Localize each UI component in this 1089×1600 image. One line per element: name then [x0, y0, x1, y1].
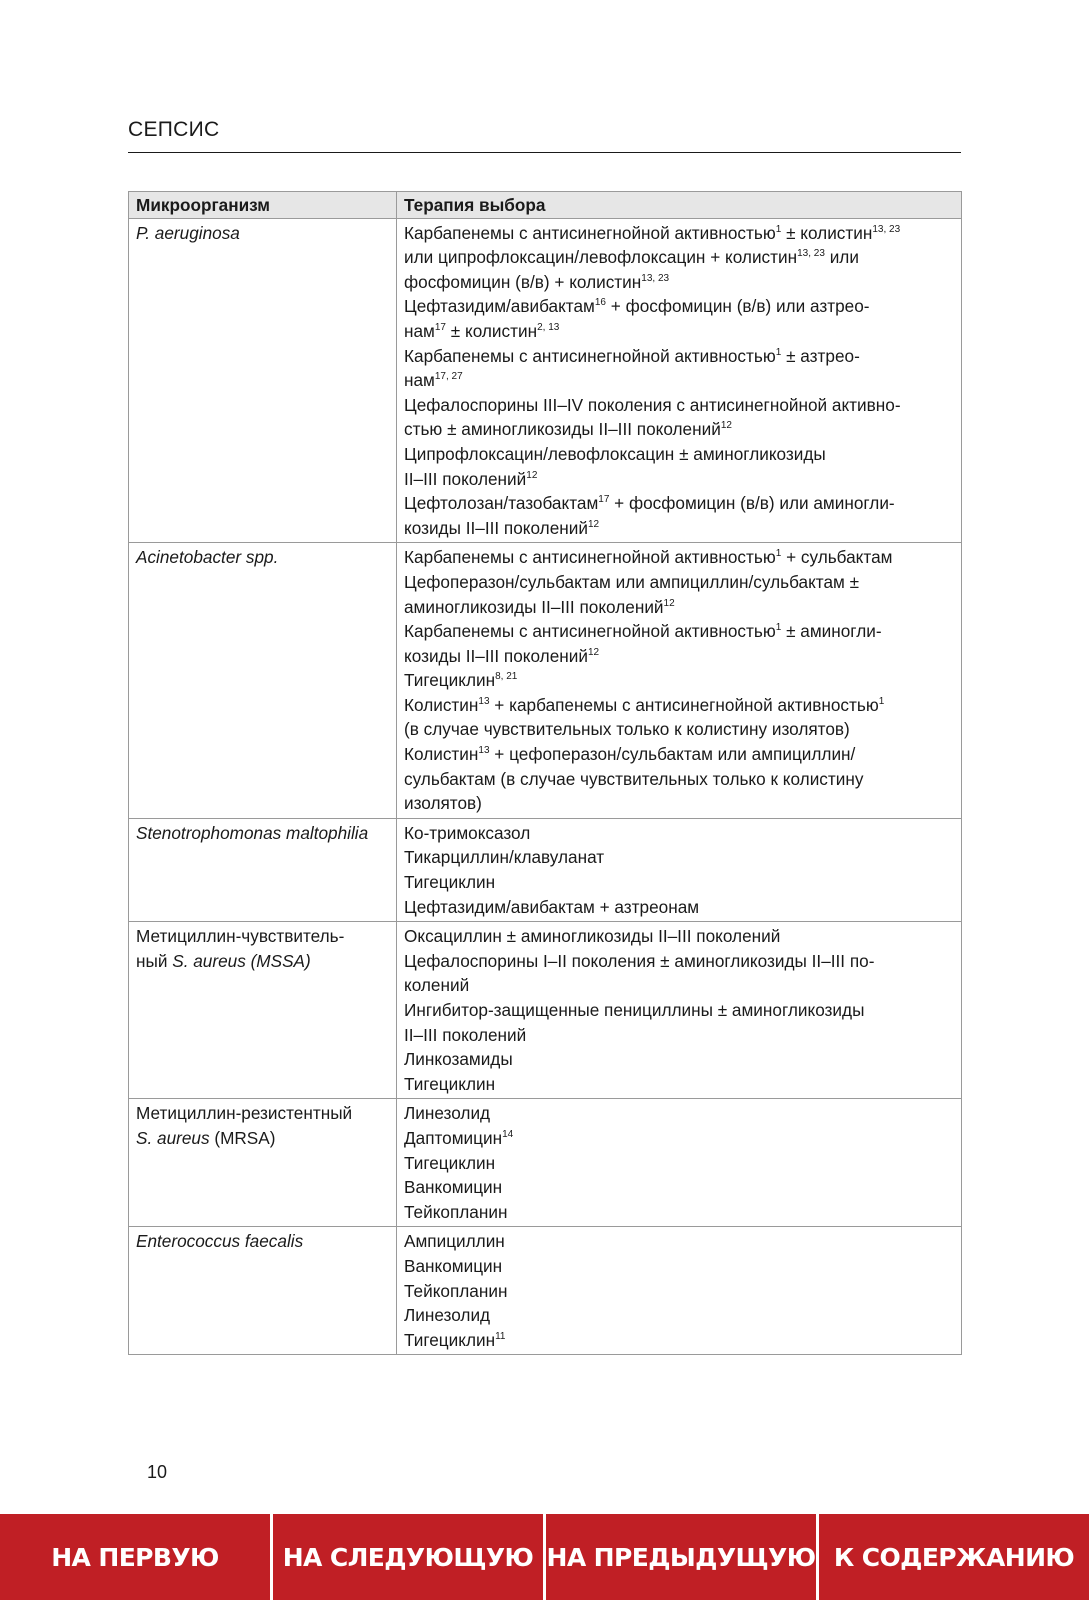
text-segment: или ципрофлоксацин/левофлоксацин + колистин: [404, 247, 798, 268]
footnote-ref: 13, 23: [797, 248, 825, 260]
text-segment: Оксациллин ± аминогликозиды II–III поколений: [404, 926, 781, 947]
table-row: [129, 922, 962, 1099]
therapy-line: [404, 491, 955, 516]
text-segment: Метициллин-резистентный: [136, 1103, 353, 1124]
therapy-cell: [397, 922, 962, 1099]
therapy-line: [404, 1047, 955, 1072]
therapy-line: [404, 998, 955, 1023]
text-segment: Цефалоспорины I–II поколения ± аминогликозиды II–III по-: [404, 950, 875, 971]
text-segment: аминогликозиды II–III поколений: [404, 596, 664, 617]
organism-cell: [129, 1099, 397, 1227]
therapy-line: [404, 619, 955, 644]
italic-text: Acinetobacter spp.: [136, 547, 279, 568]
therapy-line: [404, 895, 955, 920]
italic-text: Stenotrophomonas maltophilia: [136, 822, 369, 843]
text-segment: (в случае чувствительных только к колистину изолятов): [404, 719, 850, 740]
text-segment: Цефтазидим/авибактам + азтреонам: [404, 896, 700, 917]
therapy-line: [404, 417, 955, 442]
text-segment: Метициллин-чувствитель-: [136, 926, 345, 947]
therapy-line: [404, 442, 955, 467]
therapy-line: [404, 344, 955, 369]
text-segment: Тигециклин: [404, 872, 496, 893]
footnote-ref: 1: [775, 223, 782, 235]
organism-cell: [129, 1227, 397, 1355]
running-title: СЕПСИС: [128, 118, 220, 141]
text-segment: сульбактам (в случае чувствительных только к колистину: [404, 768, 864, 789]
footnote-ref: 17: [598, 494, 610, 506]
text-segment: Колистин: [404, 694, 479, 715]
text-segment: + карбапенемы с антисинегнойной активностью: [489, 694, 879, 715]
therapy-line: [404, 949, 955, 974]
column-header-therapy: Терапия выбора: [397, 192, 962, 219]
therapy-cell: [397, 543, 962, 819]
therapy-line: [404, 742, 955, 767]
therapy-line: [404, 245, 955, 270]
column-header-organism: Микроорганизм: [129, 192, 397, 219]
therapy-line: [404, 1200, 955, 1225]
therapy-line: [404, 821, 955, 846]
footnote-ref: 13: [478, 695, 490, 707]
text-segment: Линезолид: [404, 1103, 491, 1124]
text-segment: или: [824, 247, 859, 268]
text-segment: ± колистин: [781, 222, 873, 243]
table-body: [129, 218, 962, 1355]
navigation-bar: [0, 1514, 1089, 1600]
table-header-row: [129, 192, 962, 219]
text-segment: Цефоперазон/сульбактам или ампициллин/сульбактам ±: [404, 571, 860, 592]
therapy-line: [404, 1072, 955, 1097]
therapy-line: [404, 767, 955, 792]
page-number: 10: [147, 1462, 168, 1482]
text-segment: нам: [404, 320, 435, 341]
therapy-cell: [397, 218, 962, 543]
text-segment: Цефтолозан/тазобактам: [404, 493, 599, 514]
text-segment: Тигециклин: [404, 1073, 496, 1094]
footnote-ref: 17: [434, 321, 446, 333]
text-segment: + сульбактам: [781, 547, 893, 568]
text-segment: Тигециклин: [404, 670, 496, 691]
table-row: [129, 543, 962, 819]
therapy-line: [404, 1151, 955, 1176]
text-segment: козиды II–III поколений: [404, 645, 588, 666]
text-segment: Ципрофлоксацин/левофлоксацин ± аминогликозиды: [404, 443, 826, 464]
text-segment: Карбапенемы с антисинегнойной активностью: [404, 621, 776, 642]
text-segment: Тейкопланин: [404, 1280, 508, 1301]
footnote-ref: 1: [775, 548, 782, 560]
text-segment: Линкозамиды: [404, 1049, 513, 1070]
text-segment: ± колистин: [446, 320, 538, 341]
italic-text: P. aeruginosa: [136, 222, 240, 243]
therapy-line: [404, 467, 955, 492]
text-segment: ± аминогли-: [781, 621, 882, 642]
footnote-ref: 13, 23: [872, 223, 901, 235]
footnote-ref: 16: [594, 297, 606, 309]
therapy-line: [404, 1101, 955, 1126]
organism-cell: [129, 922, 397, 1099]
text-segment: Тигециклин: [404, 1329, 496, 1350]
footnote-ref: 12: [526, 469, 538, 481]
footnote-ref: 13, 23: [641, 272, 670, 284]
text-segment: Ампициллин: [404, 1231, 505, 1252]
text-segment: Тейкопланин: [404, 1201, 508, 1222]
text-segment: Карбапенемы с антисинегнойной активностью: [404, 547, 776, 568]
text-segment: + фосфомицин (в/в) или азтрео-: [605, 296, 870, 317]
text-segment: Ко-тримоксазол: [404, 822, 531, 843]
text-segment: Тикарциллин/клавуланат: [404, 847, 605, 868]
text-segment: + цефоперазон/сульбактам или ампициллин/: [489, 744, 856, 765]
footnote-ref: 8, 21: [495, 671, 518, 683]
text-segment: Колистин: [404, 744, 479, 765]
footnote-ref: 12: [587, 518, 600, 530]
nav-first-button[interactable]: НА ПЕРВУЮ: [0, 1514, 270, 1600]
therapy-line: [404, 693, 955, 718]
text-segment: ный: [136, 950, 173, 971]
therapy-line: [404, 1126, 955, 1151]
therapy-line: [404, 368, 955, 393]
text-segment: нам: [404, 370, 435, 391]
footnote-ref: 12: [587, 646, 600, 658]
therapy-line: [404, 595, 955, 620]
text-segment: козиды II–III поколений: [404, 517, 588, 538]
organism-cell: [129, 818, 397, 921]
footnote-ref: 1: [878, 695, 885, 707]
text-segment: Линезолид: [404, 1305, 491, 1326]
therapy-line: [404, 717, 955, 742]
therapy-line: [404, 516, 955, 541]
table-row: [129, 218, 962, 543]
text-segment: Ингибитор-защищенные пенициллины ± аминогликозиды: [404, 1000, 865, 1020]
text-segment: колений: [404, 975, 470, 996]
footnote-ref: 17, 27: [434, 371, 463, 383]
footnote-ref: 2, 13: [537, 321, 560, 333]
therapy-line: [404, 1254, 955, 1279]
therapy-line: [404, 1328, 955, 1353]
italic-text: Enterococcus faecalis: [136, 1231, 304, 1252]
therapy-line: [404, 1175, 955, 1200]
text-segment: стью ± аминогликозиды II–III поколений: [404, 419, 721, 440]
text-segment: II–III поколений: [404, 1024, 527, 1045]
text-segment: Ванкомицин: [404, 1255, 503, 1276]
text-segment: изолятов): [404, 793, 482, 814]
therapy-line: [404, 294, 955, 319]
nav-contents-button[interactable]: К СОДЕРЖАНИЮ: [819, 1514, 1089, 1600]
therapy-line: [404, 791, 955, 816]
text-segment: II–III поколений: [404, 468, 527, 489]
text-segment: Карбапенемы с антисинегнойной активностью: [404, 345, 776, 366]
footnote-ref: 14: [502, 1128, 514, 1140]
footnote-ref: 12: [720, 420, 732, 432]
therapy-line: [404, 924, 955, 949]
footnote-ref: 11: [495, 1330, 506, 1342]
therapy-cell: [397, 818, 962, 921]
therapy-line: [404, 1229, 955, 1254]
text-segment: + фосфомицин (в/в) или аминогли-: [609, 493, 895, 514]
therapy-line: [404, 1303, 955, 1328]
therapy-line: [404, 845, 955, 870]
italic-text: S. aureus (MSSA): [172, 950, 311, 971]
footnote-ref: 1: [775, 346, 782, 358]
table-row: [129, 1227, 962, 1355]
therapy-line: [404, 1279, 955, 1304]
text-segment: Карбапенемы с антисинегнойной активностью: [404, 222, 776, 243]
therapy-cell: [397, 1099, 962, 1227]
nav-next-button[interactable]: НА СЛЕДУЮЩУЮ: [273, 1514, 543, 1600]
nav-prev-button[interactable]: НА ПРЕДЫДУЩУЮ: [546, 1514, 816, 1600]
header-rule: [128, 152, 961, 153]
text-segment: фосфомицин (в/в) + колистин: [404, 271, 642, 292]
footnote-ref: 13: [478, 745, 490, 757]
table-row: [129, 1099, 962, 1227]
therapy-line: [404, 319, 955, 344]
therapy-line: [404, 270, 955, 295]
text-segment: (MRSA): [209, 1127, 276, 1148]
text-segment: Даптомицин: [404, 1127, 503, 1148]
therapy-table: [128, 191, 962, 1355]
therapy-line: [404, 570, 955, 595]
text-segment: Тигециклин: [404, 1152, 496, 1173]
therapy-line: [404, 393, 955, 418]
organism-cell: [129, 543, 397, 819]
text-segment: ± азтрео-: [781, 345, 860, 366]
italic-text: S. aureus: [136, 1127, 210, 1148]
therapy-line: [404, 1023, 955, 1048]
therapy-line: [404, 221, 955, 246]
therapy-line: [404, 973, 955, 998]
text-segment: Ванкомицин: [404, 1177, 503, 1198]
therapy-cell: [397, 1227, 962, 1355]
organism-cell: [129, 218, 397, 543]
therapy-line: [404, 644, 955, 669]
therapy-line: [404, 870, 955, 895]
therapy-line: [404, 668, 955, 693]
footnote-ref: 1: [775, 622, 782, 634]
text-segment: Цефтазидим/авибактам: [404, 296, 595, 317]
table-row: [129, 818, 962, 921]
footnote-ref: 12: [663, 597, 675, 609]
therapy-line: [404, 545, 955, 570]
text-segment: Цефалоспорины III–IV поколения с антисинегнойной активно-: [404, 394, 901, 415]
